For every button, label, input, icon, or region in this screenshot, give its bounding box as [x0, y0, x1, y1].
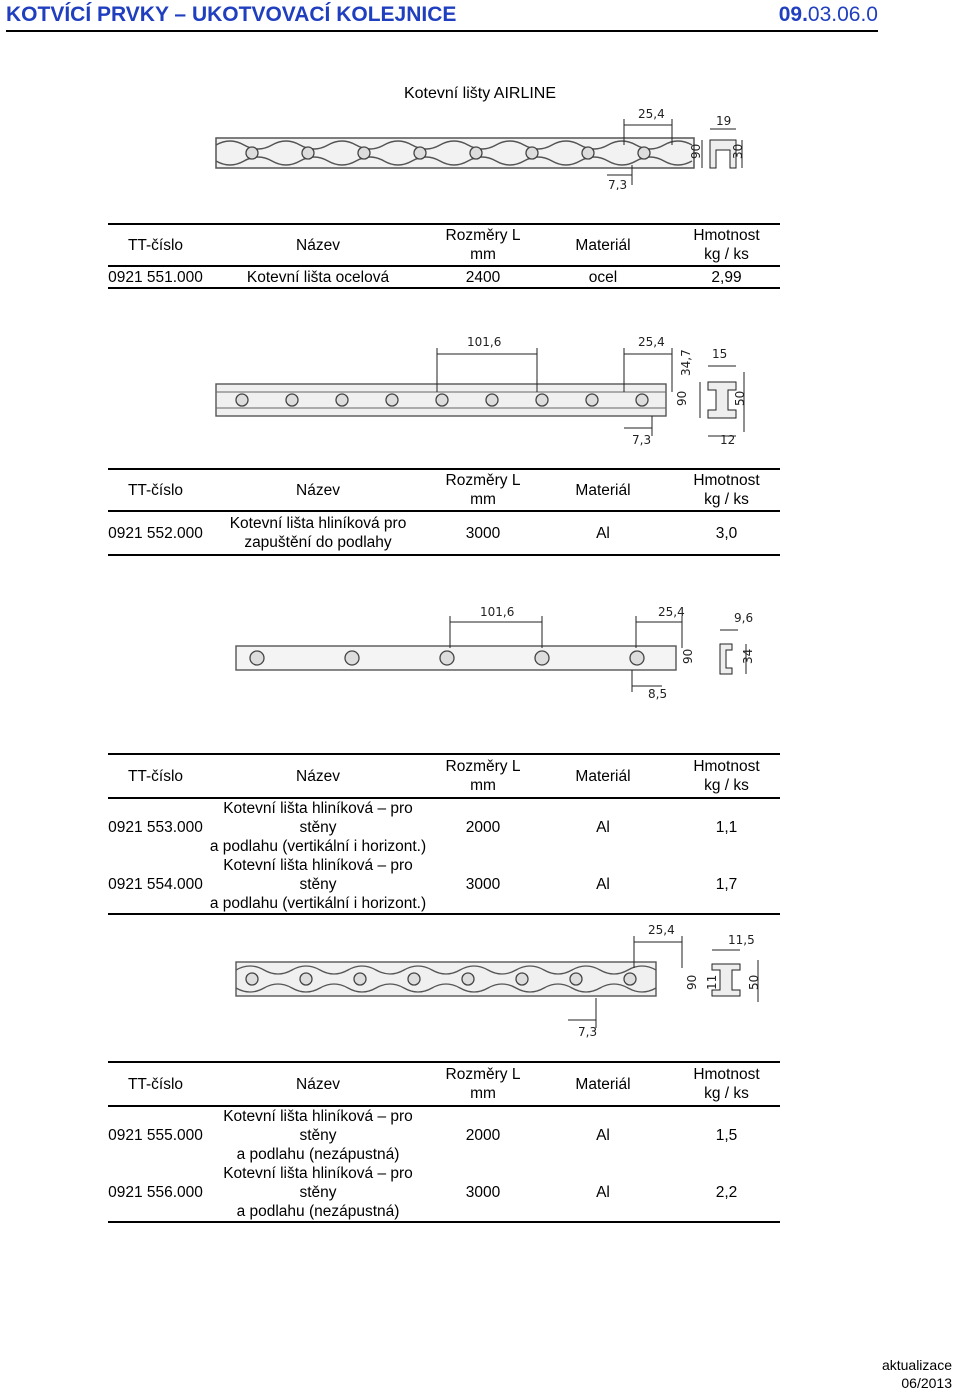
cell-weight: 2,2 [715, 1184, 738, 1201]
col-dim-unit: mm [470, 777, 496, 794]
col-dim-unit: mm [470, 246, 496, 263]
dim-label: 34 [741, 648, 755, 664]
col-dim-label: Rozměry L [445, 472, 521, 489]
col-weight-unit: kg / ks [704, 491, 749, 508]
cell-name [203, 1164, 433, 1222]
cell-dim: 2000 [465, 819, 501, 836]
col-dim-label: Rozměry L [445, 1066, 521, 1083]
table-row [108, 856, 780, 914]
col-material: Materiál [533, 1062, 673, 1106]
dim-label: 7,3 [608, 178, 628, 190]
cell-dim: 3000 [465, 524, 501, 542]
table-row [108, 1106, 780, 1164]
spec-table-3 [108, 753, 780, 915]
page-title: KOTVÍCÍ PRVKY – UKOTVOVACÍ KOLEJNICE [6, 3, 457, 26]
section-subtitle: Kotevní lišty AIRLINE [403, 85, 557, 102]
cell-dim: 2000 [465, 1127, 501, 1144]
col-name: Název [203, 754, 433, 798]
table-header-row [108, 224, 780, 266]
col-dim-unit: mm [470, 491, 496, 508]
spec-table-1 [108, 223, 780, 289]
dim-label: 12 [720, 433, 736, 447]
table-header-row [108, 754, 780, 798]
spec-table-4 [108, 1061, 780, 1223]
col-dim [433, 1062, 533, 1106]
cell-material: Al [596, 1127, 610, 1144]
cell-name-line1: Kotevní lišta hliníková – pro stěny [223, 857, 413, 893]
col-dim [433, 469, 533, 511]
cell-tt: 0921 556.000 [108, 1184, 203, 1201]
cell-weight: 1,7 [715, 876, 738, 893]
cell-material: Al [596, 876, 610, 893]
dim-label: 90 [689, 143, 703, 159]
document-code [779, 3, 878, 27]
cell-name [203, 511, 433, 555]
cell-name-line1: Kotevní lišta hliníková – pro stěny [223, 800, 413, 836]
dim-label: 90 [685, 974, 699, 990]
cell-name: Kotevní lišta ocelová [246, 268, 390, 286]
cell-name-line1: Kotevní lišta hliníková – pro stěny [223, 1165, 413, 1201]
dim-label: 25,4 [638, 107, 665, 121]
table-header-row [108, 1062, 780, 1106]
cell-material: Al [596, 1184, 610, 1201]
dim-label: 90 [675, 390, 689, 406]
col-weight [673, 754, 780, 798]
cell-tt: 0921 555.000 [108, 1127, 203, 1144]
dim-label: 90 [681, 648, 695, 664]
cell-name [203, 1106, 433, 1164]
col-weight-label: Hmotnost [693, 227, 760, 244]
col-name: Název [203, 1062, 433, 1106]
table-header-row [108, 469, 780, 511]
dim-label: 101,6 [467, 335, 502, 349]
cell-name [203, 798, 433, 856]
col-dim [433, 224, 533, 266]
col-tt: TT-číslo [108, 469, 203, 511]
dim-label: 101,6 [480, 605, 515, 619]
cell-material: Al [596, 819, 610, 836]
update-note [882, 1356, 952, 1392]
dim-label: 25,4 [648, 923, 675, 937]
col-dim [433, 754, 533, 798]
cell-name-line2: a podlahu (nezápustná) [236, 1146, 400, 1163]
col-name: Název [203, 224, 433, 266]
dim-label: 15 [712, 347, 728, 361]
col-tt: TT-číslo [108, 754, 203, 798]
cell-dim: 3000 [465, 876, 501, 893]
cell-tt: 0921 554.000 [108, 876, 203, 893]
col-weight-unit: kg / ks [704, 777, 749, 794]
dim-label: 50 [747, 974, 761, 990]
cell-name-line2: zapuštění do podlahy [244, 534, 392, 551]
col-weight [673, 469, 780, 511]
dim-label: 8,5 [648, 687, 668, 700]
cell-name-line2: a podlahu (vertikální i horizont.) [209, 895, 427, 912]
col-material: Materiál [533, 469, 673, 511]
dim-label: 11 [705, 974, 719, 990]
cell-name-line2: a podlahu (nezápustná) [236, 1203, 400, 1220]
cell-tt: 0921 553.000 [108, 819, 203, 836]
dim-label: 9,6 [734, 611, 754, 625]
cell-tt: 0921 551.000 [108, 268, 203, 286]
col-weight [673, 224, 780, 266]
col-name: Název [203, 469, 433, 511]
dim-label: 11,5 [728, 933, 755, 947]
dim-label: 25,4 [658, 605, 685, 619]
cell-material: Al [596, 524, 610, 542]
dim-label: 25,4 [638, 335, 665, 349]
dim-label: 7,3 [578, 1025, 598, 1039]
col-weight-label: Hmotnost [693, 472, 760, 489]
cell-tt: 0921 552.000 [108, 524, 203, 542]
cell-material: ocel [588, 268, 618, 286]
table-row [108, 1164, 780, 1222]
cell-name-line1: Kotevní lišta hliníková pro [229, 515, 407, 532]
col-tt: TT-číslo [108, 224, 203, 266]
cell-name-line1: Kotevní lišta hliníková – pro stěny [223, 1108, 413, 1144]
col-weight [673, 1062, 780, 1106]
document-code-rest: 03.06.0 [807, 3, 878, 26]
dim-label: 34,7 [679, 349, 693, 376]
cell-name-line2: a podlahu (vertikální i horizont.) [209, 838, 427, 855]
cell-dim: 2400 [465, 268, 501, 286]
col-weight-label: Hmotnost [693, 1066, 760, 1083]
cell-weight: 1,1 [715, 819, 738, 836]
col-weight-label: Hmotnost [693, 758, 760, 775]
col-dim-label: Rozměry L [445, 758, 521, 775]
dim-label: 30 [731, 143, 745, 159]
col-weight-unit: kg / ks [704, 1085, 749, 1102]
cell-name [203, 856, 433, 914]
col-dim-label: Rozměry L [445, 227, 521, 244]
cell-weight: 1,5 [715, 1127, 738, 1144]
rail-drawing-1 [212, 105, 752, 190]
col-tt: TT-číslo [108, 1062, 203, 1106]
col-material: Materiál [533, 224, 673, 266]
cell-weight: 2,99 [711, 268, 742, 286]
cell-dim: 3000 [465, 1184, 501, 1201]
rail-drawing-3 [232, 600, 762, 700]
rail-drawing-2 [212, 332, 760, 447]
table-row [108, 798, 780, 856]
cell-weight: 3,0 [715, 524, 738, 542]
update-date: 06/2013 [901, 1375, 952, 1391]
update-label: aktualizace [881, 1357, 952, 1373]
page-header [6, 0, 878, 32]
dim-label: 19 [716, 114, 732, 128]
dim-label: 7,3 [632, 433, 652, 447]
col-weight-unit: kg / ks [704, 246, 749, 263]
rail-drawing-4 [228, 912, 768, 1042]
col-dim-unit: mm [470, 1085, 496, 1102]
document-code-prefix: 09. [778, 3, 808, 26]
spec-table-2 [108, 468, 780, 556]
col-material: Materiál [533, 754, 673, 798]
table-row [108, 511, 780, 555]
dim-label: 50 [733, 390, 747, 406]
table-row [108, 266, 780, 288]
